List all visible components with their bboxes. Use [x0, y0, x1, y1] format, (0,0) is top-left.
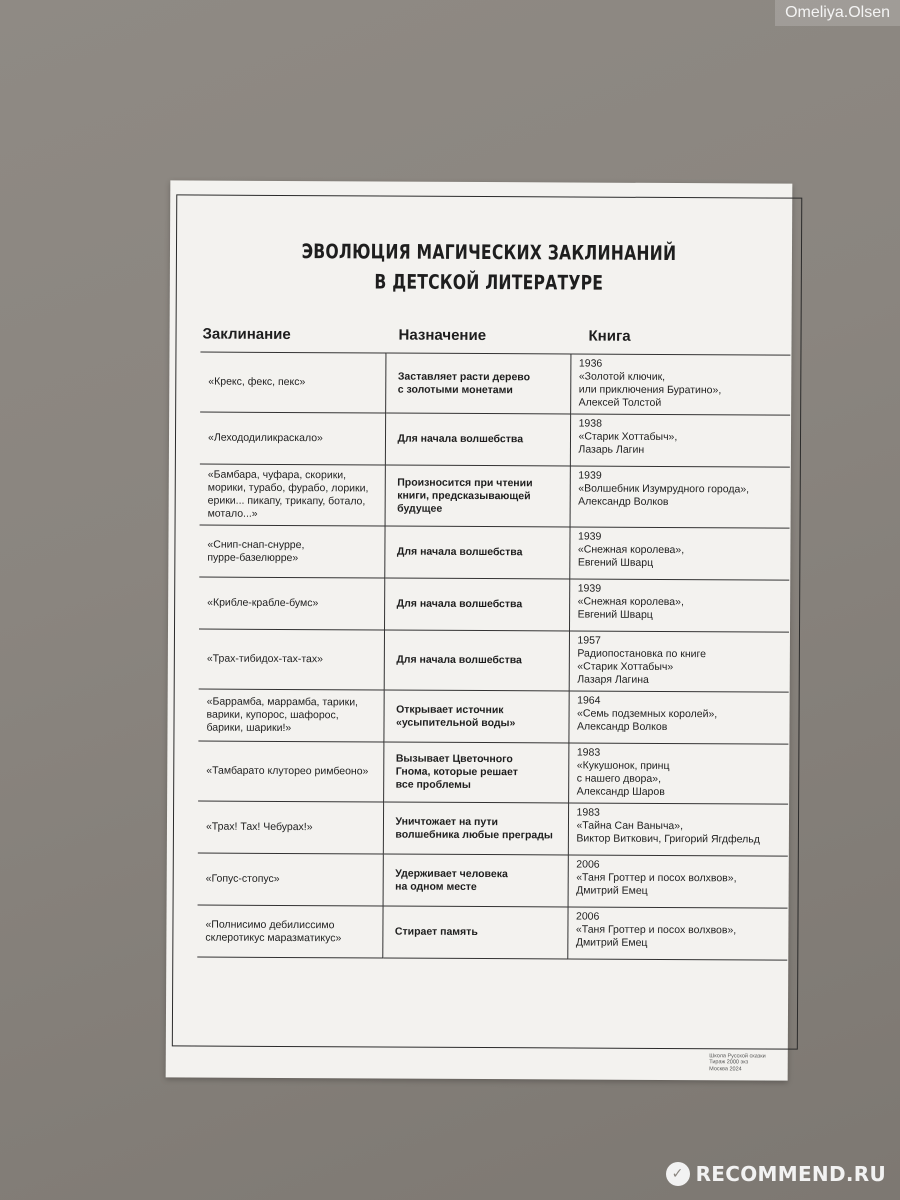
purpose-cell — [383, 690, 568, 743]
spell-cell-line: склеротикус маразматикус» — [205, 931, 342, 944]
poster — [166, 180, 793, 1080]
book-cell-line: Дмитрий Емец — [575, 936, 648, 949]
purpose-cell-line: волшебника любые преграды — [395, 828, 553, 841]
purpose-cell-line: Стирает память — [394, 925, 478, 938]
book-cell-line: «Тайна Сан Ваныча», — [576, 819, 684, 833]
spell-cell-line: ерики... пикапу, трикапу, ботало, — [207, 494, 366, 508]
book-cell — [569, 631, 789, 692]
spell-cell-line: «Полнисимо дебилиссимо — [205, 918, 335, 931]
spell-cell — [198, 689, 383, 742]
book-cell-line: с нашего двора», — [576, 772, 662, 785]
imprint-line: Тираж 2000 экз — [709, 1059, 749, 1066]
book-cell-line: «Семь подземных королей», — [577, 707, 718, 721]
book-cell-line: 1938 — [578, 417, 602, 430]
book-cell-line: 1983 — [576, 746, 601, 759]
book-cell — [570, 354, 790, 415]
table-row — [198, 689, 788, 744]
book-cell-line: 1983 — [576, 806, 600, 819]
book-cell-line: 1936 — [578, 357, 603, 370]
spell-cell-line: пурре-базелюрре» — [207, 551, 299, 564]
spell-cell — [198, 801, 383, 854]
purpose-cell — [384, 630, 569, 691]
imprint — [709, 1053, 766, 1073]
watermark-site — [666, 1162, 886, 1186]
header-spell: Заклинание — [202, 325, 291, 344]
book-cell-line: «Снежная королева», — [577, 595, 684, 609]
table-row — [198, 741, 788, 804]
purpose-cell-line: «усыпительной воды» — [395, 716, 516, 729]
table-row — [197, 905, 787, 960]
purpose-cell-line: Для начала волшебства — [396, 653, 522, 667]
imprint-line: Москва 2024 — [709, 1065, 742, 1072]
spell-cell — [199, 525, 384, 578]
spell-cell — [200, 412, 385, 465]
purpose-cell — [385, 465, 570, 527]
purpose-cell-line: с золотыми монетами — [397, 383, 513, 396]
spell-cell-line: мотало...» — [207, 507, 258, 520]
header-purpose: Назначение — [398, 326, 487, 345]
book-cell-line: 1939 — [578, 469, 602, 482]
book-cell-line: 1939 — [577, 530, 602, 543]
purpose-cell — [384, 526, 569, 579]
header-book: Книга — [588, 327, 631, 345]
book-cell-line: «Золотой ключик, — [578, 370, 666, 383]
book-cell-line: Алексей Толстой — [578, 396, 662, 409]
purpose-cell-line: Для начала волшебства — [396, 545, 523, 559]
poster-title — [245, 236, 732, 299]
purpose-cell — [383, 854, 568, 907]
table-row — [199, 577, 789, 632]
spell-cell — [199, 629, 384, 690]
spell-cell-line: варики, купорос, шафорос, — [206, 708, 339, 722]
spell-cell-line: «Гопус-стопус» — [205, 872, 280, 885]
imprint-line: Школа Русской сказки — [709, 1052, 766, 1060]
poster-frame — [172, 194, 802, 1049]
book-cell-line: 1964 — [577, 694, 601, 707]
spell-cell-line: «Трах! Тах! Чебурах!» — [205, 820, 313, 834]
spells-table — [197, 352, 790, 961]
book-cell — [568, 691, 788, 744]
book-cell-line: Лазаря Лагина — [577, 673, 649, 686]
table-row — [198, 853, 788, 908]
book-cell-line: «Кукушонок, принц — [576, 759, 670, 772]
purpose-cell — [383, 802, 568, 855]
spell-cell-line: «Бамбара, чуфара, скорики, — [207, 468, 347, 482]
title-line: ЭВОЛЮЦИЯ МАГИЧЕСКИХ ЗАКЛИНАНИЙ — [301, 239, 677, 266]
spell-cell-line: «Трах-тибидох-тах-тах» — [206, 652, 324, 666]
book-cell-line: Дмитрий Емец — [576, 884, 648, 897]
table-row — [200, 412, 790, 467]
table-row — [200, 464, 790, 528]
spell-cell-line: «Крекс, фекс, пекс» — [208, 375, 306, 389]
purpose-cell-line: Произносится при чтении — [397, 476, 533, 489]
book-cell — [569, 579, 789, 632]
book-cell-line: Виктор Виткович, Григорий Ягдфельд — [576, 832, 760, 846]
table-row — [199, 629, 789, 692]
table-row — [200, 352, 790, 415]
book-cell-line: «Таня Гроттер и посох волхвов», — [576, 871, 737, 885]
book-cell — [568, 855, 788, 908]
book-cell-line: Александр Волков — [578, 495, 669, 508]
spell-cell — [198, 853, 383, 906]
spell-cell-line: «Лехододиликраскало» — [207, 431, 323, 445]
purpose-cell-line: Заставляет расти дерево — [397, 370, 531, 383]
book-cell — [569, 527, 789, 580]
table-row — [199, 525, 789, 580]
book-cell-line: «Старик Хоттабыч», — [578, 430, 678, 444]
purpose-cell-line: книги, предсказывающей — [397, 489, 531, 502]
book-cell — [570, 466, 790, 528]
book-cell-line: или приключения Буратино», — [578, 383, 722, 397]
book-cell — [570, 414, 790, 467]
spell-cell — [199, 577, 384, 630]
spell-cell-line: «Крибле-крабле-бумс» — [207, 596, 319, 610]
book-cell-line: «Снежная королева», — [577, 543, 685, 557]
purpose-cell-line: Открывает источник — [396, 703, 504, 716]
book-cell-line: Лазарь Лагин — [578, 443, 645, 456]
spell-cell-line: «Снип-снап-снурре, — [207, 538, 305, 551]
book-cell-line: 2006 — [575, 910, 600, 923]
purpose-cell-line: все проблемы — [395, 778, 471, 791]
book-cell-line: 1957 — [577, 634, 601, 647]
purpose-cell-line: Для начала волшебства — [397, 432, 524, 446]
purpose-cell-line: на одном месте — [395, 880, 477, 893]
book-cell-line: «Старик Хоттабыч» — [577, 660, 674, 674]
purpose-cell-line: Вызывает Цветочного — [395, 752, 513, 766]
spell-cell — [200, 464, 385, 526]
spell-cell-line: «Баррамба, маррамба, тарики, — [206, 695, 359, 709]
spell-cell-line: морики, турабо, фурабо, лорики, — [207, 481, 369, 495]
book-cell-line: Радиопостановка по книге — [577, 647, 706, 661]
spell-cell — [197, 905, 382, 958]
title-line: В ДЕТСКОЙ ЛИТЕРАТУРЕ — [374, 269, 604, 295]
table-row — [198, 801, 788, 856]
purpose-cell — [384, 578, 569, 631]
purpose-cell — [383, 742, 568, 803]
purpose-cell-line: Гнома, которые решает — [395, 765, 518, 779]
spell-cell — [200, 352, 385, 413]
book-cell — [568, 803, 788, 856]
purpose-cell — [385, 353, 570, 414]
book-cell-line: Евгений Шварц — [577, 608, 653, 621]
spell-cell-line: «Тамбарато клутореo римбеоно» — [206, 764, 369, 778]
recommend-logo-icon: ✓ — [666, 1162, 690, 1186]
purpose-cell-line: Для начала волшебства — [396, 597, 523, 611]
book-cell-line: 1939 — [577, 582, 602, 595]
book-cell-line: «Таня Гроттер и посох волхвов», — [575, 923, 737, 937]
book-cell-line: Александр Волков — [576, 720, 668, 733]
book-cell-line: Евгений Шварц — [577, 556, 654, 569]
spell-cell — [198, 741, 383, 802]
book-cell-line: «Волшебник Изумрудного города», — [578, 482, 750, 496]
book-cell-line: 2006 — [576, 858, 600, 871]
watermark-username: Omeliya.Olsen — [775, 0, 900, 26]
purpose-cell — [385, 413, 570, 466]
purpose-cell — [382, 906, 567, 959]
book-cell — [568, 743, 788, 804]
book-cell — [567, 907, 787, 960]
purpose-cell-line: будущее — [397, 502, 443, 515]
purpose-cell-line: Удерживает человека — [395, 867, 508, 880]
spell-cell-line: барики, шарики!» — [206, 721, 292, 735]
purpose-cell-line: Уничтожает на пути — [395, 815, 499, 828]
book-cell-line: Александр Шаров — [576, 785, 665, 798]
watermark-site-text: RECOMMEND.RU — [695, 1162, 886, 1186]
